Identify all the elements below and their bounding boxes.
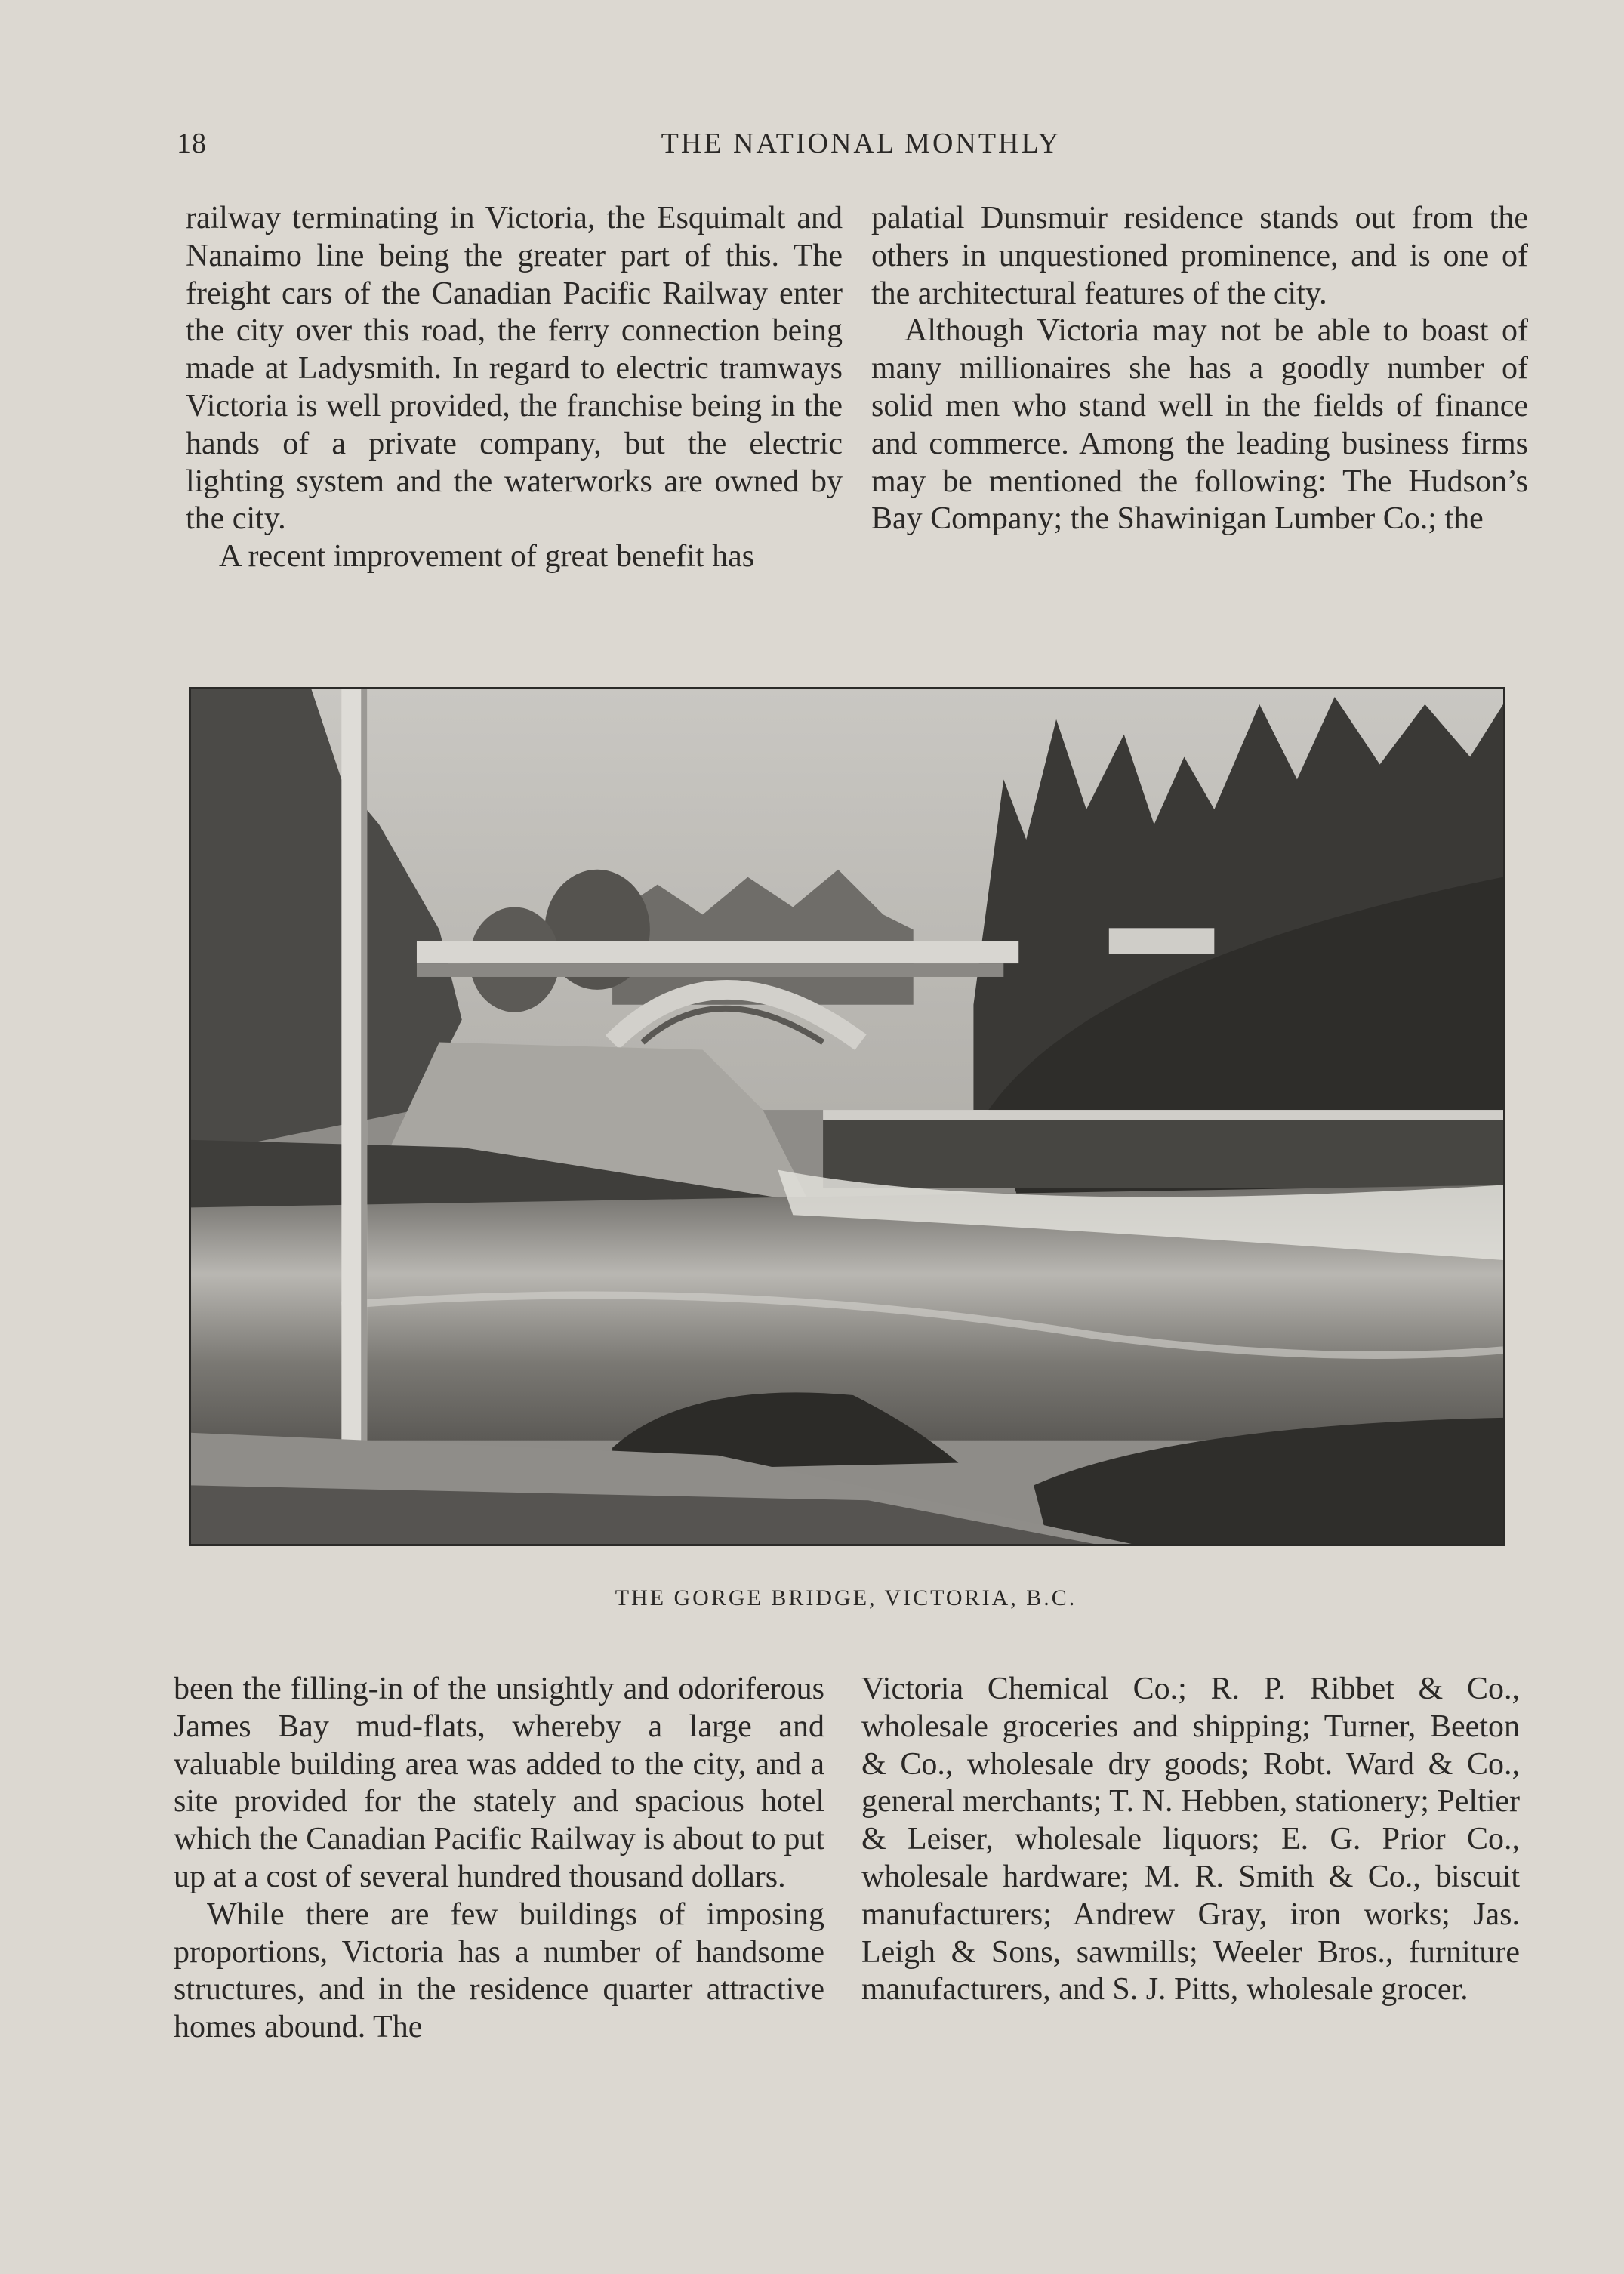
- photograph-illustration: [191, 689, 1503, 1544]
- text-column-bottom-right: [861, 1671, 1520, 2009]
- text-column-top-right: [871, 200, 1528, 538]
- paragraph: While there are few buildings of imposing proportions, Victoria has a number of handsome structures, and in the residence quarter attractive homes abound. The: [174, 1897, 824, 2045]
- paragraph: been the filling-in of the unsightly and odoriferous James Bay mud-flats, whereby a large and valuable building area was added to the city, and a site provided for the stately and spacious hotel which the Canadian Pacific Railway is about to put up at a cost of several hundred thousand dollars.: [174, 1672, 824, 1894]
- paragraph: Although Victoria may not be able to boast of many millionaires she has a goodly number of solid men who stand well in the fields of finance and commerce. Among the leading business firms may be mentioned the following: The Hudson’s Bay Company; the Shawinigan Lumber Co.; the: [871, 313, 1528, 537]
- figure-caption: THE GORGE BRIDGE, VICTORIA, B.C.: [615, 1585, 1077, 1610]
- running-title: THE NATIONAL MONTHLY: [661, 128, 1062, 159]
- paragraph: A recent improvement of great benefit has: [219, 539, 755, 575]
- page-number: 18: [177, 128, 207, 159]
- gorge-bridge-photograph: [189, 687, 1505, 1546]
- text-column-top-left: [186, 200, 843, 576]
- paragraph: Victoria Chemical Co.; R. P. Ribbet & Co., wholesale groceries and shipping; Turner, Beeton & Co., wholesale dry goods; Robt. Ward & Co., general merchants; T. N. Hebben, stationery; Peltier & Leiser, wholesale liquors; E. G. Prior Co., wholesale hardware; M. R. Smith & Co., biscuit manufacturers; Andrew Gray, iron works; Jas. Leigh & Sons, sawmills; Weeler Bros., furniture manufacturers, and S. J. Pitts, wholesale grocer.: [861, 1672, 1520, 2007]
- text-column-bottom-left: [174, 1671, 824, 2047]
- paragraph: railway terminating in Victoria, the Esquimalt and Nanaimo line being the greater part of this. The freight cars of the Canadian Pacific Railway enter the city over this road, the ferry connection being made at Ladysmith. In regard to electric tramways Victoria is well provided, the franchise being in the hands of a private company, but the electric lighting system and the waterworks are owned by the city.: [186, 201, 843, 537]
- paragraph: palatial Dunsmuir residence stands out from the others in unquestioned prominence, and is one of the architectural features of the city.: [871, 201, 1528, 311]
